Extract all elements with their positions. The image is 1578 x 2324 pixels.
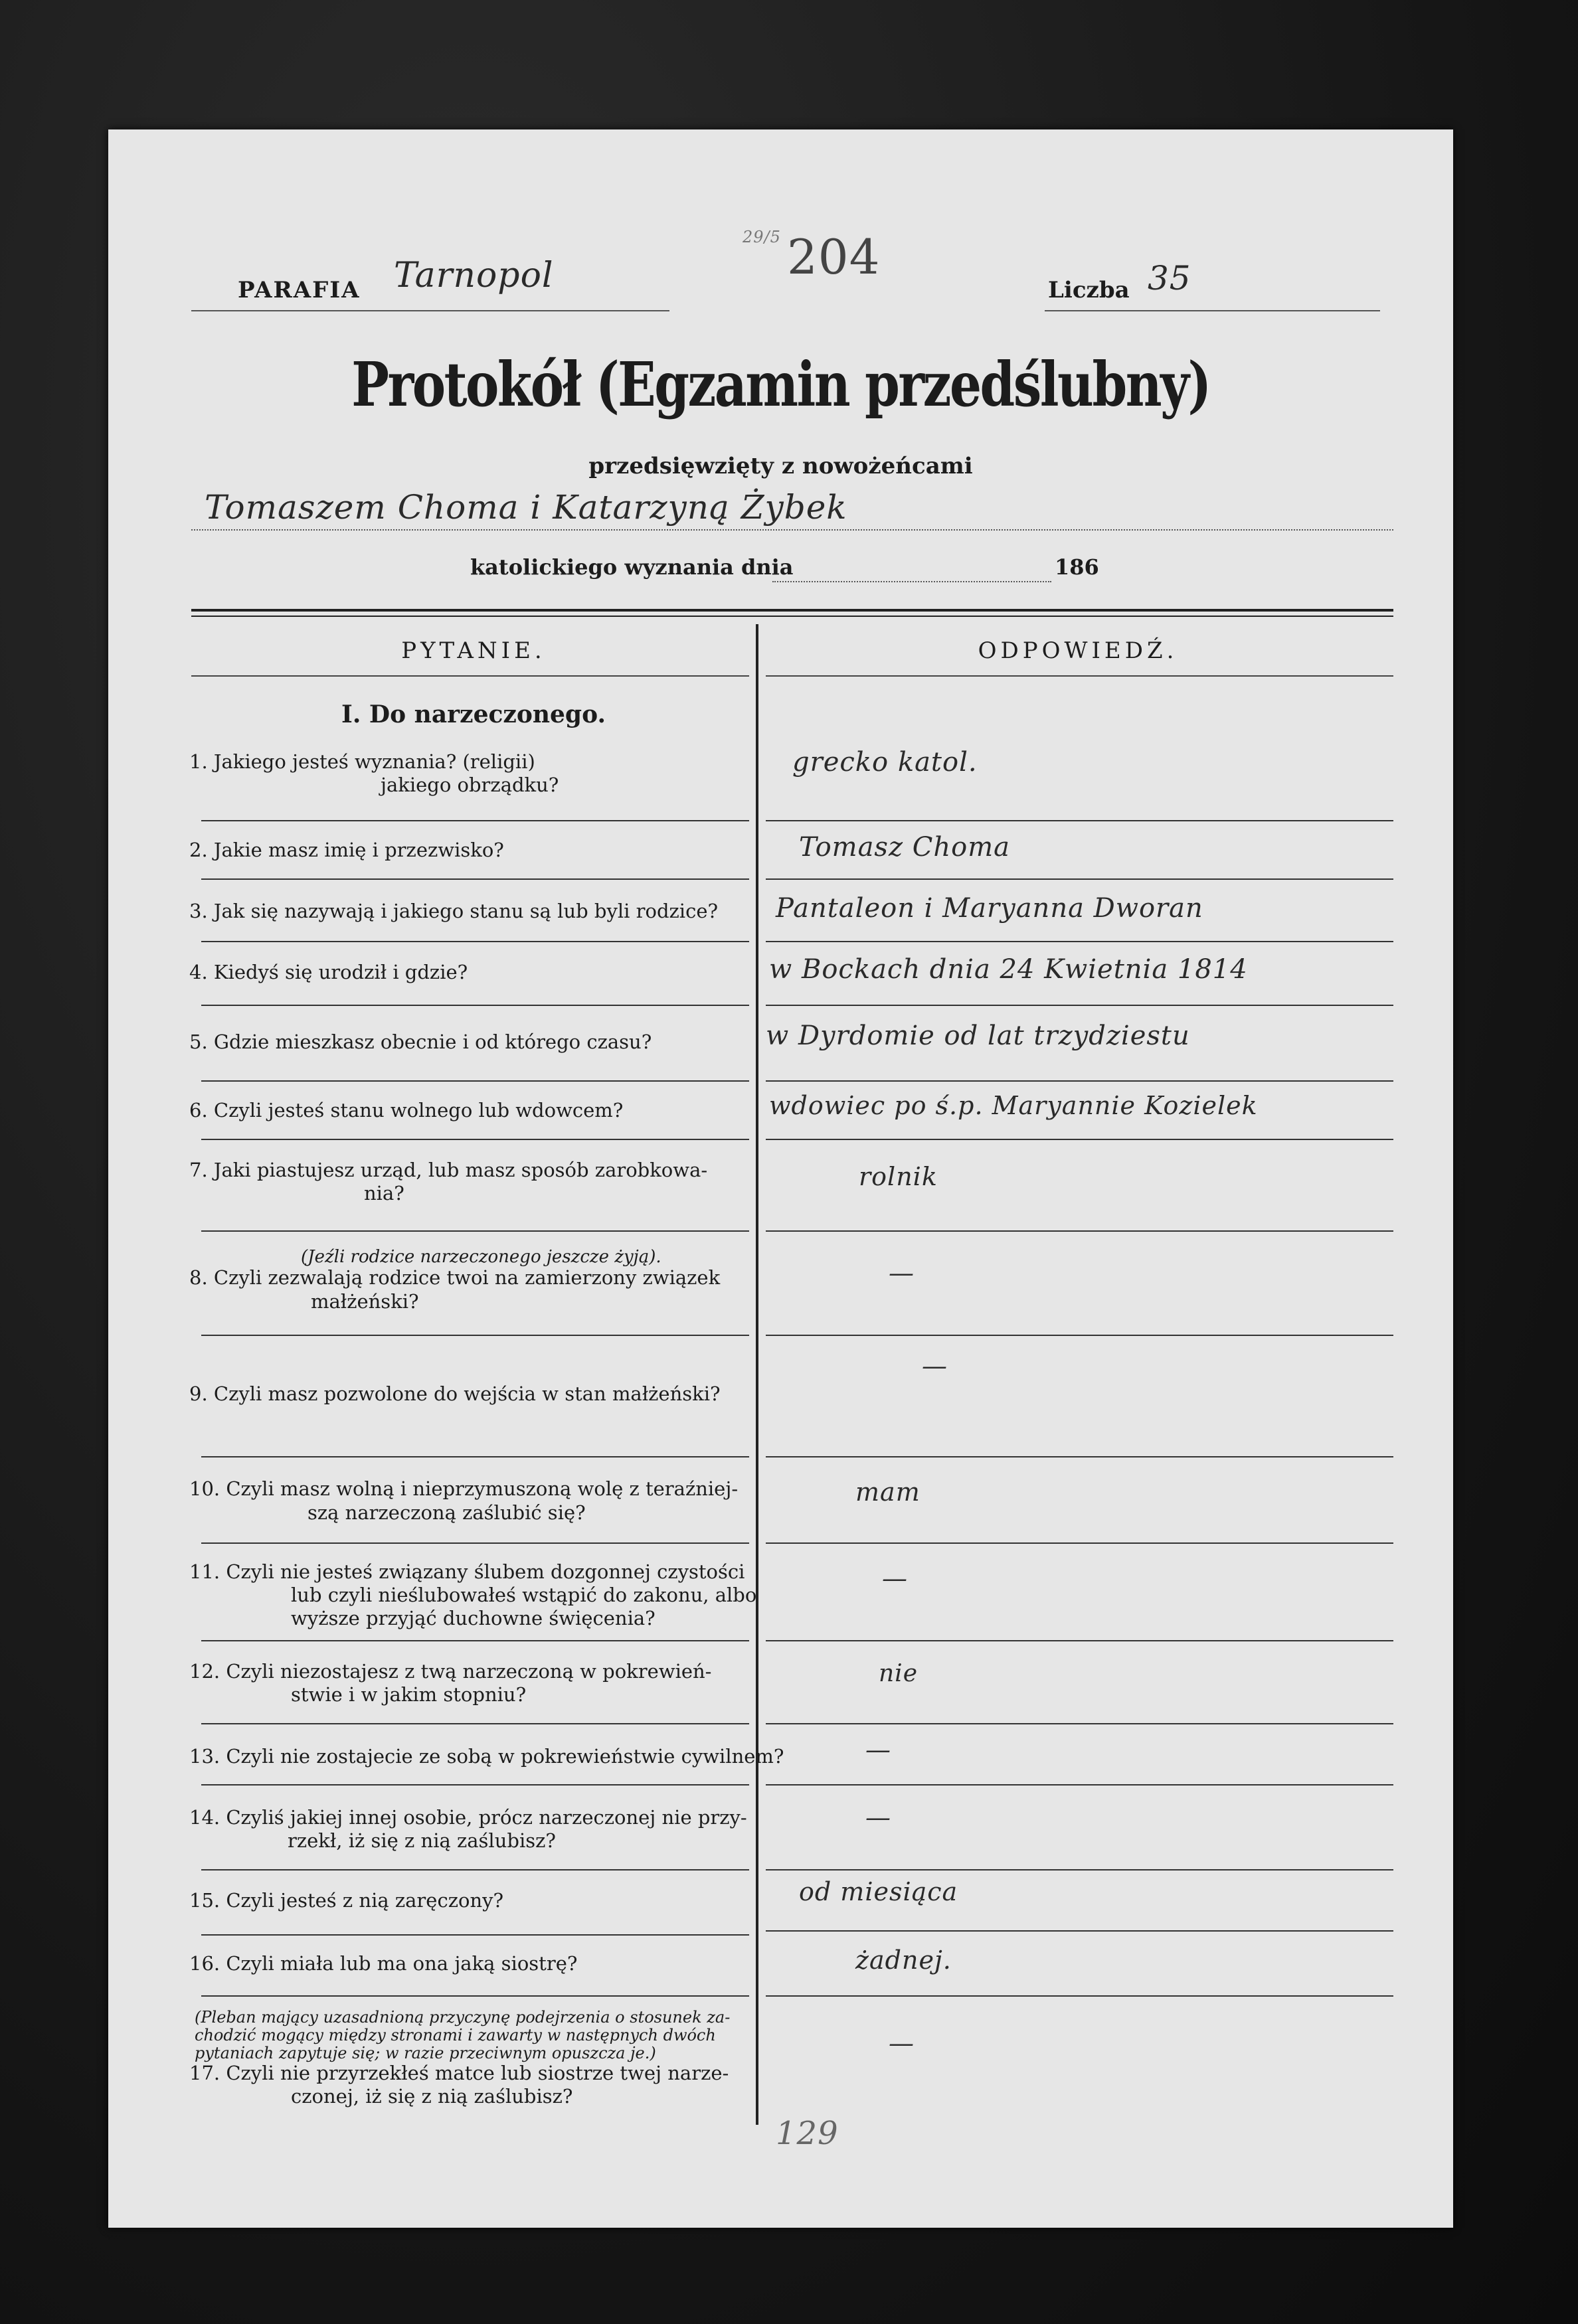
- question-8-note: (Jeźli rodzice narzeczonego jeszcze żyją).: [301, 1247, 661, 1267]
- row-rule-12-answer: [766, 1723, 1393, 1724]
- question-17-line2: czonej, iż się z nią zaślubisz?: [291, 2085, 573, 2108]
- row-rule-11-answer: [766, 1640, 1393, 1641]
- row-rule-4-answer: [766, 1005, 1393, 1006]
- odpowiedz-header: ODPOWIEDŹ.: [978, 637, 1178, 664]
- liczba-label: Liczba: [1048, 277, 1130, 303]
- question-7: 7. Jaki piastujesz urząd, lub masz sposób zarobkowa-: [189, 1159, 708, 1181]
- question-4: 4. Kiedyś się urodził i gdzie?: [189, 961, 468, 983]
- question-14: 14. Czyliś jakiej innej osobie, prócz narzeczonej nie przy-: [189, 1806, 747, 1829]
- question-11: 11. Czyli nie jesteś związany ślubem dozgonnej czystości: [189, 1560, 745, 1583]
- question-8: 8. Czyli zezwalają rodzice twoi na zamierzony związek: [189, 1266, 721, 1289]
- answer-10: mam: [855, 1477, 920, 1507]
- row-rule-14-answer: [766, 1869, 1393, 1870]
- row-rule-10: [201, 1542, 749, 1544]
- question-11-line3: wyższe przyjąć duchowne święcenia?: [291, 1607, 656, 1629]
- liczba-value: 35: [1148, 259, 1191, 297]
- couple-dotline: [191, 529, 1393, 531]
- row-rule-6: [201, 1139, 749, 1140]
- odpowiedz-header-rule: [766, 675, 1393, 677]
- answer-1: grecko katol.: [792, 747, 978, 778]
- row-rule-15: [201, 1934, 749, 1936]
- parafia-label: PARAFIA: [238, 277, 361, 303]
- row-rule-12: [201, 1723, 749, 1724]
- answer-3: Pantaleon i Maryanna Dworan: [776, 893, 1203, 924]
- pytanie-header: PYTANIE.: [401, 637, 546, 664]
- row-rule-7-answer: [766, 1230, 1393, 1232]
- row-rule-16-answer: [766, 1995, 1393, 1997]
- footer-number: 129: [776, 2115, 839, 2152]
- question-17-note: (Pleban mający uzasadnioną przyczynę podejrzenia o stosunek za-: [195, 2008, 731, 2027]
- answer-5: w Dyrdomie od lat trzydziestu: [766, 1021, 1190, 1051]
- question-9: 9. Czyli masz pozwolone do wejścia w stan małżeński?: [189, 1382, 721, 1405]
- question-10: 10. Czyli masz wolną i nieprzymuszoną wolę z teraźniej-: [189, 1477, 739, 1500]
- answer-15: od miesiąca: [799, 1877, 958, 1906]
- row-rule-15-answer: [766, 1930, 1393, 1932]
- answer-13: —: [865, 1735, 891, 1764]
- row-rule-1-answer: [766, 820, 1393, 821]
- document-page: [108, 129, 1453, 2228]
- page-title: Protokół (Egzamin przedślubny): [351, 349, 1210, 420]
- row-rule-5: [201, 1080, 749, 1082]
- header-double-rule-bottom: [191, 616, 1393, 617]
- liczba-underline: [1045, 310, 1380, 311]
- question-2: 2. Jakie masz imię i przezwisko?: [189, 839, 504, 861]
- row-rule-14: [201, 1869, 749, 1870]
- row-rule-1: [201, 820, 749, 821]
- question-15: 15. Czyli jesteś z nią zaręczony?: [189, 1889, 504, 1912]
- row-rule-8-answer: [766, 1335, 1393, 1336]
- question-16: 16. Czyli miała lub ma ona jaką siostrę?: [189, 1952, 578, 1975]
- question-5: 5. Gdzie mieszkasz obecnie i od którego czasu?: [189, 1031, 652, 1053]
- question-1-line2: jakiego obrządku?: [381, 774, 559, 796]
- question-17: 17. Czyli nie przyrzekłeś matce lub siostrze twej narze-: [189, 2062, 729, 2084]
- subtitle: przedsięwzięty z nowożeńcami: [588, 453, 973, 479]
- couple-names: Tomaszem Choma i Katarzyną Żybek: [205, 488, 847, 527]
- answer-4: w Bockach dnia 24 Kwietnia 1814: [769, 954, 1248, 985]
- parafia-underline: [191, 310, 669, 311]
- row-rule-5-answer: [766, 1080, 1393, 1082]
- year-prefix: 186: [1055, 554, 1099, 580]
- row-rule-16: [201, 1995, 749, 1997]
- row-rule-6-answer: [766, 1139, 1393, 1140]
- header-double-rule-top: [191, 609, 1393, 612]
- section-heading: I. Do narzeczonego.: [341, 701, 606, 728]
- row-rule-10-answer: [766, 1542, 1393, 1544]
- wyznanie-label: katolickiego wyznania dnia: [470, 554, 794, 580]
- question-12-line2: stwie i w jakim stopniu?: [291, 1683, 527, 1706]
- answer-12: nie: [879, 1660, 919, 1687]
- row-rule-9-answer: [766, 1456, 1393, 1457]
- answer-7: rolnik: [859, 1162, 938, 1191]
- question-6: 6. Czyli jesteś stanu wolnego lub wdowcem?: [189, 1099, 624, 1121]
- question-1: 1. Jakiego jesteś wyznania? (religii): [189, 750, 535, 773]
- question-3: 3. Jak się nazywają i jakiego stanu są lub byli rodzice?: [189, 900, 719, 922]
- column-divider: [756, 624, 758, 2125]
- row-rule-11: [201, 1640, 749, 1641]
- ref-number: 204: [787, 229, 881, 285]
- answer-2: Tomasz Choma: [799, 832, 1010, 863]
- row-rule-3-answer: [766, 941, 1393, 942]
- question-7-line2: nia?: [364, 1182, 404, 1204]
- question-13: 13. Czyli nie zostajecie ze sobą w pokrewieństwie cywilnem?: [189, 1745, 784, 1768]
- answer-9: —: [922, 1351, 948, 1380]
- ref-small-note: 29/5: [743, 228, 781, 246]
- answer-6: wdowiec po ś.p. Maryannie Kozielek: [769, 1091, 1258, 1120]
- answer-17: —: [889, 2029, 915, 2058]
- row-rule-2: [201, 878, 749, 880]
- question-11-line2: lub czyli nieślubowałeś wstąpić do zakonu, albo: [291, 1584, 757, 1606]
- answer-8: —: [889, 1258, 915, 1287]
- row-rule-8: [201, 1335, 749, 1336]
- answer-14: —: [865, 1803, 891, 1832]
- row-rule-9: [201, 1456, 749, 1457]
- question-12: 12. Czyli niezostajesz z twą narzeczoną w pokrewień-: [189, 1660, 712, 1683]
- row-rule-7: [201, 1230, 749, 1232]
- question-14-line2: rzekł, iż się z nią zaślubisz?: [288, 1829, 556, 1852]
- row-rule-13-answer: [766, 1784, 1393, 1785]
- row-rule-4: [201, 1005, 749, 1006]
- answer-16: żadnej.: [855, 1946, 952, 1975]
- row-rule-13: [201, 1784, 749, 1785]
- question-17-note-line2: chodzić mogący między stronami i zawarty w następnych dwóch: [195, 2026, 716, 2044]
- question-10-line2: szą narzeczoną zaślubić się?: [307, 1501, 586, 1524]
- parafia-value: Tarnopol: [394, 256, 554, 295]
- row-rule-3: [201, 941, 749, 942]
- question-8-line2: małżeński?: [311, 1290, 419, 1313]
- row-rule-2-answer: [766, 878, 1393, 880]
- pytanie-header-rule: [191, 675, 749, 677]
- date-dotline: [772, 581, 1051, 582]
- answer-11: —: [882, 1564, 908, 1593]
- question-17-note-line3: pytaniach zapytuje się; w razie przeciwnym opuszcza je.): [195, 2044, 656, 2062]
